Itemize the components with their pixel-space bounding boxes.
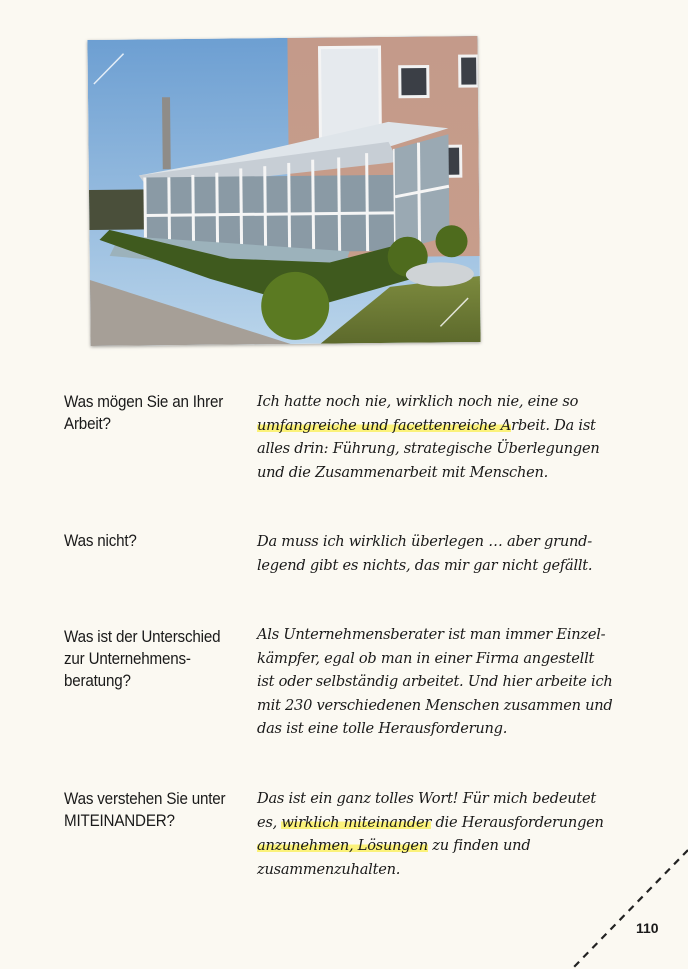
question-line: beratung?	[64, 672, 131, 690]
answer-line: zusammenzuhalten.	[257, 860, 401, 878]
answer-line: Als Unternehmensberater ist man immer Einzel-	[257, 626, 606, 643]
answer-line: es, wirklich miteinander die Herausforderungen	[257, 813, 604, 831]
answer-line: und die Zusammenarbeit mit Menschen.	[257, 463, 549, 481]
answer-line: legend gibt es nichts, das mir gar nicht gefällt.	[257, 556, 593, 574]
question-line: Was mögen Sie an Ihrer	[64, 393, 224, 411]
question-line: zur Unternehmens-	[64, 650, 191, 668]
answer-line: Da muss ich wirklich überlegen … aber grund-	[257, 533, 592, 550]
answer-line: ist oder selbständig arbeitet. Und hier arbeite ich	[257, 673, 613, 690]
highlight: umfangreiche und facettenreiche A	[257, 416, 512, 434]
answer-line: alles drin: Führung, strategische Überlegungen	[257, 440, 600, 457]
highlight: anzunehmen, Lösungen	[257, 837, 428, 854]
answer-line: das ist eine tolle Herausforderung.	[257, 720, 508, 737]
answer-line: Ich hatte noch nie, wirklich noch nie, eine so	[257, 393, 579, 410]
highlight: wirklich miteinander	[281, 813, 432, 831]
answer-line: Das ist ein ganz tolles Wort! Für mich bedeutet	[257, 790, 597, 807]
question-line: Arbeit?	[64, 415, 111, 433]
answer-line: umfangreiche und facettenreiche Arbeit. Da ist	[257, 416, 596, 434]
question-line: Was ist der Unterschied	[64, 628, 221, 646]
question-line: Was verstehen Sie unter	[64, 790, 226, 808]
answer-line: mit 230 verschiedenen Menschen zusammen und	[257, 696, 613, 714]
question-line: MITEINANDER?	[64, 812, 175, 830]
answer-line: kämpfer, egal ob man in einer Firma angestellt	[257, 649, 595, 667]
page-number: 110	[636, 920, 659, 936]
answer-line: anzunehmen, Lösungen zu finden und	[257, 837, 531, 854]
question-line: Was nicht?	[64, 532, 137, 550]
